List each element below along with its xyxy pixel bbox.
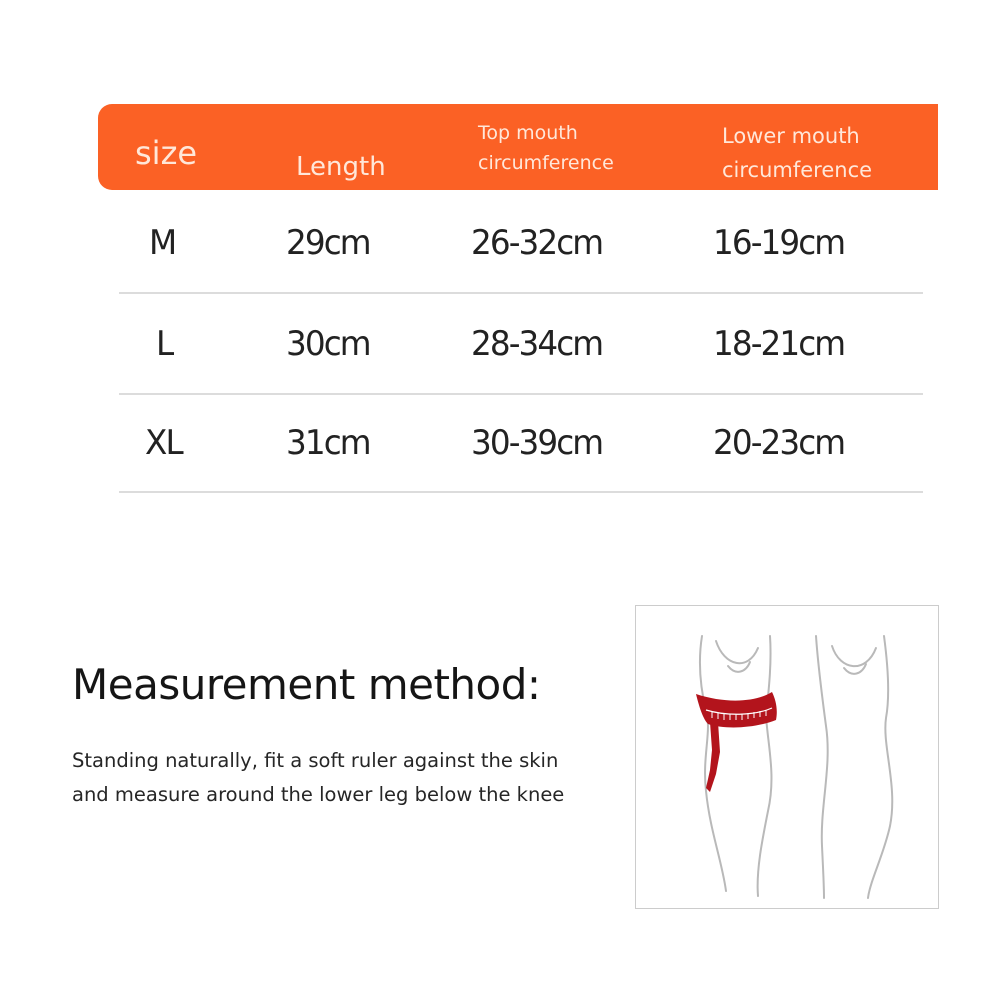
row-divider <box>119 491 923 493</box>
row-divider <box>119 292 923 294</box>
header-lower-mouth <box>722 119 912 187</box>
header-length: Length <box>296 152 386 182</box>
row-xl-size: XL <box>145 423 182 463</box>
tape-measure <box>696 692 777 792</box>
row-l-lower: 18-21cm <box>713 324 845 364</box>
row-divider <box>119 393 923 395</box>
row-m-top: 26-32cm <box>471 223 603 263</box>
measurement-description-line2: and measure around the lower leg below the knee <box>72 783 565 806</box>
leg-measurement-illustration <box>635 605 939 909</box>
header-lower-mouth-line1: Lower mouth <box>722 124 860 148</box>
row-m-length: 29cm <box>286 223 370 263</box>
header-top-mouth-line2: circumference <box>478 152 614 174</box>
measurement-description-line1: Standing naturally, fit a soft ruler against the skin <box>72 749 559 772</box>
leg-measurement-icon <box>636 606 937 907</box>
row-l-size: L <box>156 324 173 364</box>
measurement-title: Measurement method: <box>72 660 541 709</box>
row-m-size: M <box>149 223 176 263</box>
header-size: size <box>135 134 198 172</box>
row-xl-length: 31cm <box>286 423 370 463</box>
header-top-mouth-line1: Top mouth <box>478 122 578 144</box>
measurement-description <box>72 744 612 812</box>
header-lower-mouth-line2: circumference <box>722 158 873 182</box>
row-m-lower: 16-19cm <box>713 223 845 263</box>
row-l-top: 28-34cm <box>471 324 603 364</box>
row-xl-top: 30-39cm <box>471 423 603 463</box>
row-xl-lower: 20-23cm <box>713 423 845 463</box>
row-l-length: 30cm <box>286 324 370 364</box>
header-top-mouth <box>478 118 648 178</box>
